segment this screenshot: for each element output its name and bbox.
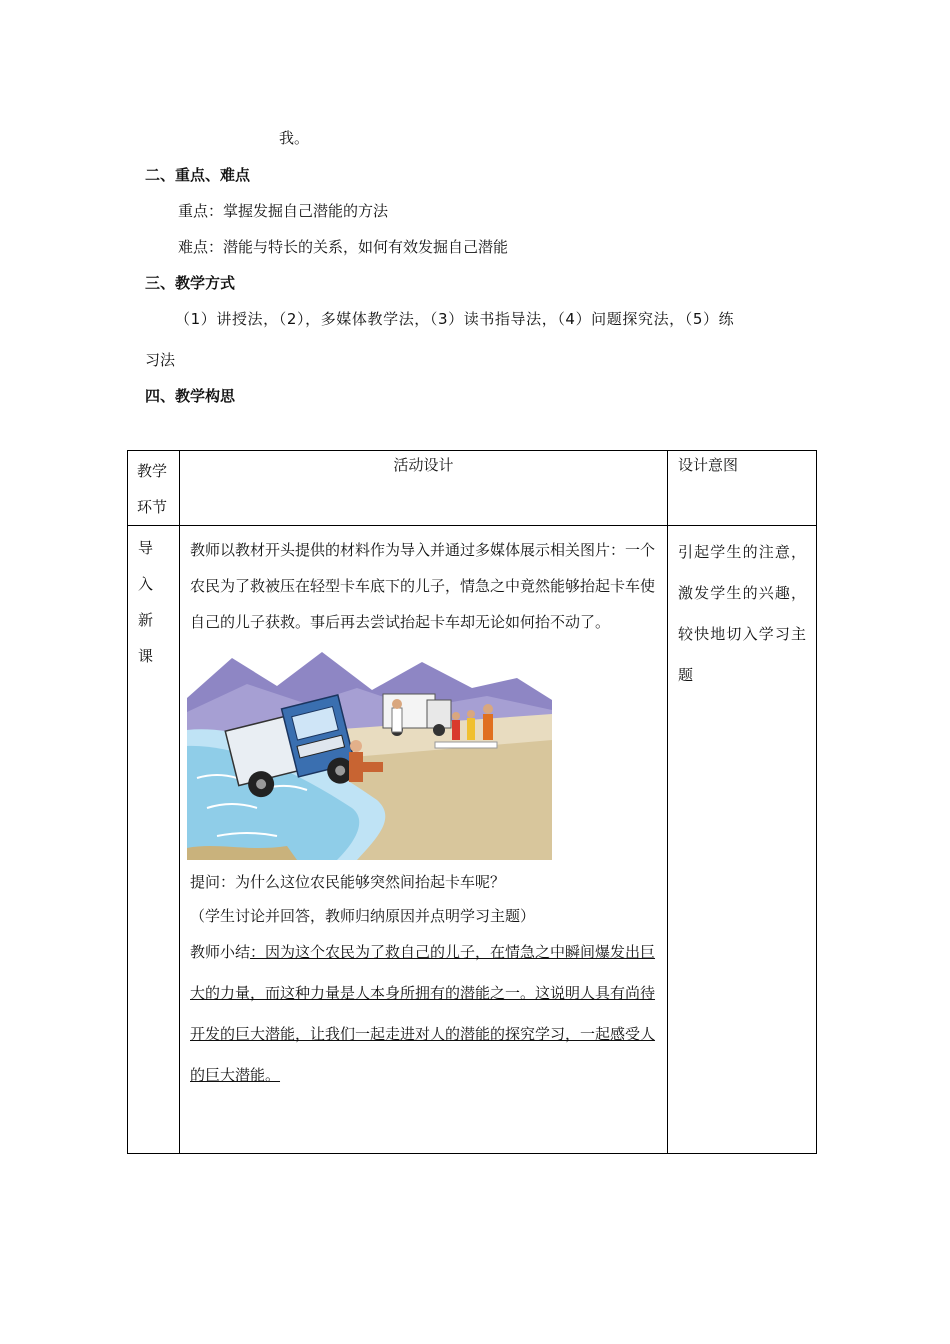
header-intent: 设计意图 xyxy=(678,456,739,474)
header-stage: 教学环节 xyxy=(137,462,168,516)
methods-line-1: （1）讲授法，（2），多媒体教学法，（3）读书指导法，（4）问题探究法，（5）练 xyxy=(175,310,735,328)
lesson-plan-table xyxy=(127,450,817,1154)
discussion-text: （学生讨论并回答，教师归纳原因并点明学习主题） xyxy=(190,907,536,925)
design-intent: 引起学生的注意，激发学生的兴趣，较快地切入学习主题 xyxy=(678,543,806,684)
summary-text: ：因为这个农民为了救自己的儿子，在情急之中瞬间爆发出巨大的力量，而这种力量是人本身所拥有的潜能之一。这说明人具有尚待开发的巨大潜能，让我们一起走进对人的潜能的探究学习，一起感受人的巨大潜能。 xyxy=(190,943,656,1084)
intro-paragraph: 教师以教材开头提供的材料作为导入并通过多媒体展示相关图片：一个农民为了救被压在轻型卡车底下的儿子，情急之中竟然能够抬起卡车使自己的儿子获救。事后再去尝试抬起卡车却无论如何抬不动了。 xyxy=(190,541,656,631)
table-row xyxy=(128,526,817,1154)
difficulty-text: 难点：潜能与特长的关系，如何有效发掘自己潜能 xyxy=(178,238,509,256)
section-heading-methods: 三、教学方式 xyxy=(145,274,236,292)
stage-label: 导入新课 xyxy=(138,539,154,665)
section-heading-design: 四、教学构思 xyxy=(145,387,236,405)
section-heading-key-points: 二、重点、难点 xyxy=(145,166,251,184)
top-fragment: 我。 xyxy=(279,129,310,147)
key-point-text: 重点：掌握发掘自己潜能的方法 xyxy=(178,202,389,220)
overturned-truck-illustration xyxy=(187,648,552,860)
summary-paragraph xyxy=(190,932,659,1096)
question-text: 提问：为什么这位农民能够突然间抬起卡车呢？ xyxy=(190,873,506,891)
activity-content xyxy=(180,526,667,1104)
methods-line-2: 习法 xyxy=(145,351,176,369)
table-header-row xyxy=(128,451,817,526)
header-activity: 活动设计 xyxy=(393,456,454,474)
summary-label: 教师小结 xyxy=(190,943,251,961)
